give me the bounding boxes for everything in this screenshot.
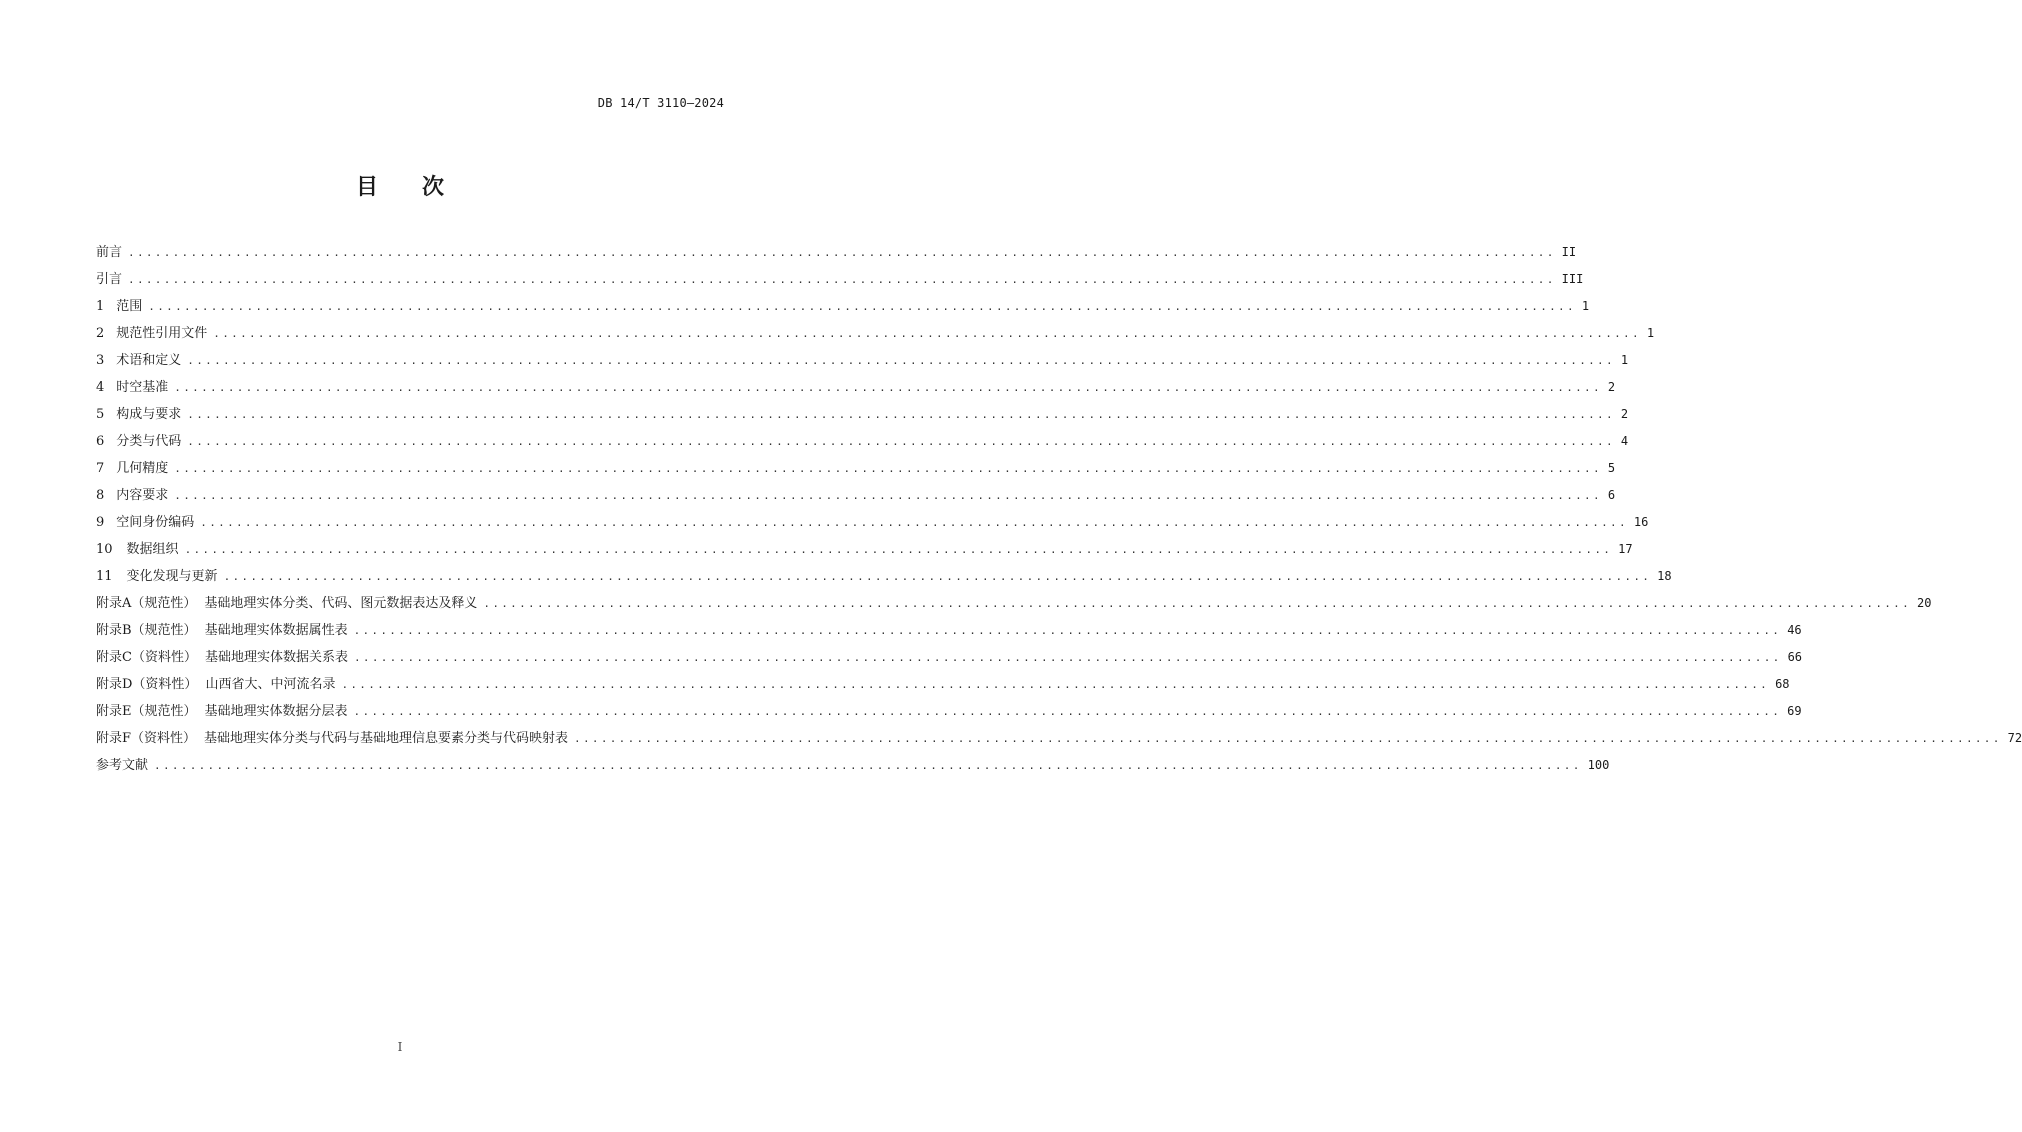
toc-entry-label: 几何精度 — [116, 461, 169, 476]
toc-entry-label: 山西省大、中河流名录 — [205, 677, 336, 692]
toc-entry-number: 2 — [96, 326, 105, 341]
toc-entry[interactable] — [96, 242, 1577, 269]
toc-entry-number: 附录D（资料性） — [96, 677, 198, 692]
toc-entry-label: 参考文献 — [96, 758, 149, 773]
toc-entry[interactable] — [96, 647, 1803, 674]
toc-leader-dots: ................................................................................................................................................................ — [187, 408, 1615, 421]
title-char-2: 次 — [422, 175, 445, 200]
toc-entry-label: 空间身份编码 — [116, 515, 195, 530]
toc-entry-page: 68 — [1775, 677, 1790, 691]
toc-entry-number: 10 — [96, 542, 113, 557]
toc-entry-page: III — [1561, 272, 1584, 286]
toc-leader-dots: ................................................................................................................................................................ — [213, 327, 1641, 340]
title-char-1: 目 — [355, 175, 378, 200]
toc-leader-dots: ................................................................................................................................................................ — [483, 597, 1912, 610]
toc-entry-label: 基础地理实体分类、代码、图元数据表达及释义 — [204, 596, 478, 611]
toc-entry-page: 46 — [1787, 623, 1802, 637]
toc-entry-number: 6 — [96, 434, 105, 449]
toc-entry-page: 72 — [2007, 731, 2022, 745]
toc-entry-page: II — [1561, 245, 1577, 259]
toc-entry-label: 基础地理实体数据关系表 — [204, 650, 348, 665]
toc-entry-number: 附录E（规范性） — [96, 704, 197, 719]
toc-entry-page: 1 — [1646, 326, 1655, 340]
toc-leader-dots: ................................................................................................................................................................ — [223, 570, 1652, 583]
toc-leader-dots: ................................................................................................................................................................ — [187, 435, 1615, 448]
toc-leader-dots: ................................................................................................................................................................ — [128, 246, 1556, 259]
toc-entry-number: 5 — [96, 407, 105, 422]
toc-entry-page: 1 — [1581, 299, 1590, 313]
toc-leader-dots: ................................................................................................................................................................ — [200, 516, 1628, 529]
toc-entry[interactable] — [96, 296, 1590, 323]
toc-entry-page: 1 — [1620, 353, 1629, 367]
toc-entry-label: 术语和定义 — [116, 353, 182, 368]
toc-entry[interactable] — [96, 404, 1629, 431]
toc-leader-dots: ................................................................................................................................................................ — [353, 705, 1782, 718]
toc-leader-dots: ................................................................................................................................................................ — [574, 732, 2002, 745]
toc-entry-number: 附录F（资料性） — [96, 731, 197, 746]
toc-entry-label: 规范性引用文件 — [116, 326, 208, 341]
toc-leader-dots: ................................................................................................................................................................ — [187, 354, 1615, 367]
toc-entry-label: 基础地理实体数据属性表 — [204, 623, 348, 638]
toc-entry-label: 内容要求 — [116, 488, 169, 503]
toc-entry-number: 1 — [96, 299, 105, 314]
toc-leader-dots: ................................................................................................................................................................ — [174, 489, 1602, 502]
toc-entry[interactable] — [96, 269, 1584, 296]
toc-entry[interactable] — [96, 431, 1629, 458]
toc-entry-page: 100 — [1587, 758, 1610, 772]
page-number: I — [397, 1040, 403, 1054]
toc-entry-label: 前言 — [96, 245, 123, 260]
toc-entry-number: 附录C（资料性） — [96, 650, 197, 665]
toc-leader-dots: ................................................................................................................................................................ — [174, 462, 1602, 475]
toc-entry-page: 16 — [1633, 515, 1649, 529]
toc-entry[interactable] — [96, 458, 1616, 485]
toc-entry[interactable] — [96, 323, 1655, 350]
toc-entry-page: 4 — [1620, 434, 1629, 448]
table-of-contents — [96, 242, 2022, 782]
toc-entry-page: 2 — [1607, 380, 1616, 394]
toc-entry-number: 附录A（规范性） — [96, 596, 197, 611]
toc-entry-label: 引言 — [96, 272, 123, 287]
toc-entry-page: 69 — [1787, 704, 1802, 718]
document-code: DB 14/T 3110—2024 — [597, 96, 724, 110]
toc-leader-dots: ................................................................................................................................................................ — [353, 624, 1782, 637]
toc-leader-dots: ................................................................................................................................................................ — [154, 759, 1582, 772]
toc-entry-label: 基础地理实体分类与代码与基础地理信息要素分类与代码映射表 — [204, 731, 569, 746]
toc-leader-dots: ................................................................................................................................................................ — [341, 678, 1770, 691]
toc-entry-label: 构成与要求 — [116, 407, 182, 422]
toc-entry[interactable] — [96, 674, 1790, 701]
toc-entry-page: 66 — [1787, 650, 1803, 664]
toc-entry-label: 范围 — [116, 299, 143, 314]
toc-entry-number: 9 — [96, 515, 105, 530]
toc-entry-label: 变化发现与更新 — [126, 569, 218, 584]
toc-entry-label: 数据组织 — [126, 542, 179, 557]
toc-entry-number: 11 — [96, 569, 113, 584]
toc-entry-number: 7 — [96, 461, 105, 476]
page-title — [0, 170, 800, 201]
toc-leader-dots: ................................................................................................................................................................ — [128, 273, 1556, 286]
toc-entry[interactable] — [96, 755, 1610, 782]
toc-entry-number: 4 — [96, 380, 105, 395]
toc-entry-label: 分类与代码 — [116, 434, 182, 449]
toc-entry[interactable] — [96, 350, 1629, 377]
toc-entry-label: 基础地理实体数据分层表 — [204, 704, 348, 719]
toc-entry[interactable] — [96, 539, 1633, 566]
toc-entry-page: 18 — [1657, 569, 1672, 583]
toc-leader-dots: ................................................................................................................................................................ — [184, 543, 1613, 556]
toc-entry-page: 2 — [1620, 407, 1629, 421]
toc-entry[interactable] — [96, 485, 1616, 512]
toc-entry[interactable] — [96, 512, 1649, 539]
toc-entry-number: 附录B（规范性） — [96, 623, 197, 638]
toc-entry-number: 3 — [96, 353, 105, 368]
toc-entry[interactable] — [96, 593, 1932, 620]
toc-entry[interactable] — [96, 728, 2022, 755]
toc-entry[interactable] — [96, 377, 1616, 404]
toc-leader-dots: ................................................................................................................................................................ — [353, 651, 1782, 664]
toc-entry[interactable] — [96, 620, 1802, 647]
toc-entry-page: 20 — [1917, 596, 1932, 610]
toc-entry-page: 17 — [1618, 542, 1633, 556]
toc-leader-dots: ................................................................................................................................................................ — [148, 300, 1576, 313]
toc-entry[interactable] — [96, 566, 1672, 593]
toc-leader-dots: ................................................................................................................................................................ — [174, 381, 1602, 394]
toc-entry-label: 时空基准 — [116, 380, 169, 395]
toc-entry-page: 6 — [1607, 488, 1616, 502]
toc-entry-page: 5 — [1607, 461, 1616, 475]
toc-entry-number: 8 — [96, 488, 105, 503]
toc-entry[interactable] — [96, 701, 1802, 728]
